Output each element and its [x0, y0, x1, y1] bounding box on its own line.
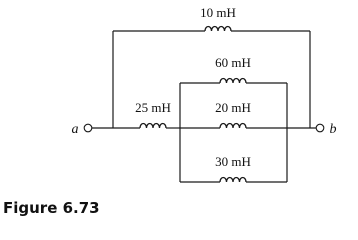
label-10mh: 10 mH	[200, 5, 236, 20]
label-30mh: 30 mH	[215, 154, 251, 169]
wires	[92, 31, 316, 182]
inductor-20mh	[220, 124, 246, 129]
inductor-25mh	[140, 124, 166, 129]
label-20mh: 20 mH	[215, 100, 251, 115]
figure-caption: Figure 6.73	[3, 199, 100, 217]
label-60mh: 60 mH	[215, 55, 251, 70]
label-terminal-a: a	[71, 122, 79, 137]
terminal-a	[84, 124, 92, 132]
inductor-30mh	[220, 178, 246, 182]
label-25mh: 25 mH	[135, 100, 171, 115]
label-terminal-b: b	[329, 122, 337, 137]
terminal-b	[316, 124, 324, 132]
inductor-60mh	[220, 79, 246, 84]
inductor-10mh	[205, 27, 231, 32]
